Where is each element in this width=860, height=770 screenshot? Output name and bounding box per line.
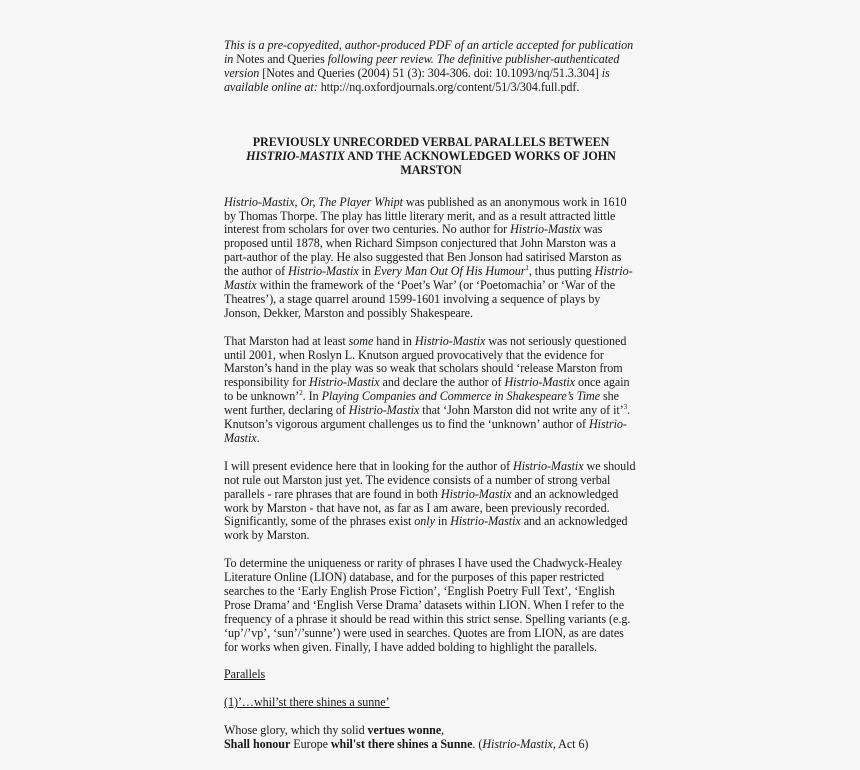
quote-text: Europe	[290, 736, 331, 751]
italic-text: Histrio-Mastix	[513, 458, 584, 473]
italic-text: only	[414, 514, 435, 529]
quote-text: ,	[441, 722, 445, 737]
italic-text: Histrio-Mastix	[288, 264, 359, 279]
italic-text: Histrio-Mastix, Or, The Player Whipt	[224, 194, 403, 209]
italic-text: Playing Companies and Commerce in Shakespeare’s Time	[321, 389, 601, 404]
body-text: was published as an anonymous work in 1610 by Thomas Thorpe. The play has little literary merit, and as a result attracted little interest from scholars for over two centuries. No author for	[224, 194, 627, 237]
parallel-1-quote-line-2	[224, 738, 638, 752]
body-text: and declare the author of	[379, 375, 505, 390]
body-text: . In	[302, 389, 322, 404]
section-heading-parallels: Parallels	[224, 667, 266, 682]
bold-text: whil'st there shines a Sunne	[330, 736, 473, 751]
body-text: That Marston had at least	[224, 333, 349, 348]
footnote-ref-1[interactable]: 1	[525, 264, 529, 273]
italic-text: Histrio-Mastix	[224, 417, 627, 446]
body-text: in	[434, 514, 451, 529]
title-italic: HISTRIO-MASTIX	[246, 148, 345, 163]
italic-text: Histrio-Mastix	[504, 375, 576, 390]
body-text: and an acknowledged work by Marston - that have not, as far as I am aware, been previously recorded. Significantly, some of the phrases exist	[224, 486, 619, 529]
italic-text: Histrio-Mastix	[440, 486, 512, 501]
paragraph-3	[224, 460, 638, 543]
italic-text: some	[348, 333, 374, 348]
body-text: within the framework of the ‘Poet’s War’ (or ‘Poetomachia’ or ‘War of the Theatres’), a stage quarrel around 1599-1601 involving a sequence of plays by Jonson, Dekker, Marston and possibly Shakespeare.	[224, 278, 616, 320]
body-text: hand in	[373, 333, 415, 348]
parallel-1-quote-line-1	[224, 724, 638, 738]
title-text: PREVIOUSLY UNRECORDED VERBAL PARALLELS BETWEEN	[252, 134, 610, 149]
body-text: , thus putting	[528, 264, 595, 279]
body-text: and an acknowledged work by Marston.	[224, 514, 628, 543]
body-text: was proposed until 1878, when Richard Simpson conjectured that John Marston was a part-author of the play. He also suggested that Ben Jonson had satirised Marston as the author of	[224, 222, 622, 279]
body-text: in	[358, 264, 374, 279]
italic-text: Histrio-Mastix	[510, 222, 581, 237]
italic-text: Histrio-Mastix	[414, 333, 486, 348]
body-text: once again to be unknown’	[224, 375, 630, 404]
italic-text: Histrio-Mastix	[348, 403, 420, 418]
quote-text: . (	[472, 736, 483, 751]
italic-text: Histrio-Mastix	[309, 375, 380, 390]
body-text: she went further, declaring of	[224, 389, 619, 418]
body-text: that ‘John Marston did not write any of it’	[419, 403, 624, 418]
footnote-ref-2[interactable]: 2	[299, 389, 303, 398]
body-text: was not seriously questioned until 2001, when Roslyn L. Knutson argued provocatively that the evidence for Marston’s hand in the play was so weak that scholars should ‘release Marston from responsibility for	[224, 333, 627, 390]
notice-text: is available online at:	[224, 65, 610, 94]
italic-text: Histrio-Mastix	[224, 264, 633, 293]
notice-text: This is a pre-copyedited, author-produced PDF of an article accepted for publication in	[224, 38, 634, 66]
citation: [Notes and Queries (2004) 51 (3): 304-306. doi: 10.1093/nq/51.3.304]	[262, 65, 599, 80]
quote-text: , Act 6)	[552, 736, 589, 751]
paragraph-4: To determine the uniqueness or rarity of phrases I have used the Chadwyck-Healey Literature Online (LION) database, and for the purposes of this paper restricted searches to the ‘Early English Prose Fiction’, ‘English Poetry Full Text’, ‘English Prose Drama’ and ‘English Verse Drama’ datasets within LION. When I refer to the frequency of a phrase it should be read within this strict sense. Spelling variants (e.g. ‘up’/’vp’, ‘sun’/’sunne’) were used in searches. Quotes are from LION, as are dates for works when given. Finally, I have added bolding to highlight the parallels.	[224, 556, 631, 654]
body-text: .	[256, 431, 260, 446]
title-text: AND THE ACKNOWLEDGED WORKS OF JOHN MARSTON	[344, 148, 616, 177]
parallel-1-heading: (1)’…whil’st there shines a sunne’	[224, 695, 390, 710]
document-page	[224, 39, 638, 752]
publication-notice	[224, 39, 638, 95]
body-text: we should not rule out Marston just yet. The evidence consists of a number of strong verbal parallels - rare phrases that are found in both	[224, 458, 636, 501]
article-url[interactable]: http://nq.oxfordjournals.org/content/51/3/304.full.pdf.	[320, 79, 580, 94]
italic-text: Histrio-Mastix	[482, 736, 553, 751]
quote-text: Whose glory, which thy solid	[224, 722, 368, 737]
paragraph-2	[224, 335, 638, 446]
body-text: . Knutson’s vigorous argument challenges us to find the ‘unknown’ author of	[224, 403, 631, 432]
bold-text: vertues wonne	[367, 722, 442, 737]
italic-text: Every Man Out Of His Humour	[373, 264, 526, 279]
footnote-ref-3[interactable]: 3	[623, 403, 628, 412]
italic-text: Histrio-Mastix	[450, 514, 521, 529]
bold-text: Shall honour	[224, 736, 291, 751]
journal-name: Notes and Queries	[236, 51, 325, 66]
notice-text: following peer review. The definitive publisher-authenticated version	[224, 51, 620, 80]
paragraph-1	[224, 196, 638, 321]
article-title	[224, 135, 638, 177]
body-text: I will present evidence here that in looking for the author of	[224, 458, 514, 473]
